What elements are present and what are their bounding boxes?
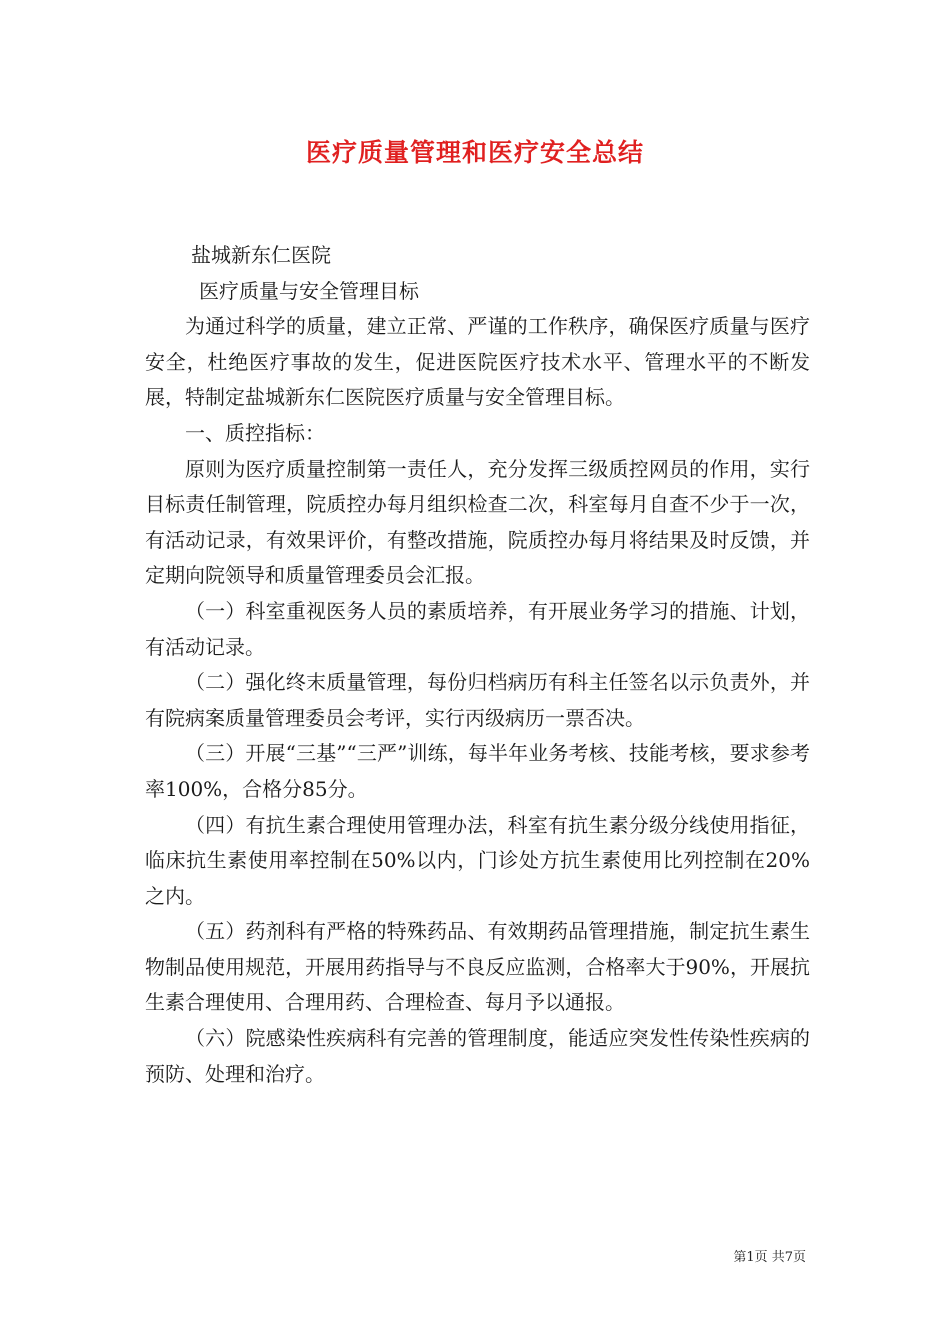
section-heading-qc: 一、质控指标：	[185, 420, 325, 445]
item-6: （六）院感染性疾病科有完善的管理制度，能适应突发性传染性疾病的预防、处理和治疗。	[145, 1026, 810, 1086]
paragraph-principle: 原则为医疗质量控制第一责任人，充分发挥三级质控网员的作用，实行目标责任制管理，院质控办每月组织检查二次，科室每月自查不少于一次，有活动记录，有效果评价，有整改措施，院质控办每月将结果及时反馈，并定期向院领导和质量管理委员会汇报。	[145, 456, 810, 588]
item-4: （四）有抗生素合理使用管理办法，科室有抗生素分级分线使用指征，临床抗生素使用率控制在50%以内，门诊处方抗生素使用比列控制在20%之内。	[145, 812, 810, 908]
document-title: 医疗质量管理和医疗安全总结	[305, 138, 644, 167]
document-body	[145, 238, 810, 1092]
page-number-footer: 第1页 共7页	[733, 1250, 806, 1265]
item-3: （三）开展“三基”“三严”训练，每半年业务考核、技能考核，要求参考率100%，合格分85分。	[145, 741, 810, 801]
item-2: （二）强化终末质量管理，每份归档病历有科主任签名以示负责外，并有院病案质量管理委员会考评，实行丙级病历一票否决。	[145, 670, 810, 730]
item-5: （五）药剂科有严格的特殊药品、有效期药品管理措施，制定抗生素生物制品使用规范，开展用药指导与不良反应监测，合格率大于90%，开展抗生素合理使用、合理用药、合理检查、每月予以通报。	[145, 919, 810, 1015]
section-subtitle: 医疗质量与安全管理目标	[199, 278, 419, 303]
item-1: （一）科室重视医务人员的素质培养，有开展业务学习的措施、计划，有活动记录。	[145, 598, 810, 659]
paragraph-intro: 为通过科学的质量，建立正常、严谨的工作秩序，确保医疗质量与医疗安全，杜绝医疗事故的发生，促进医院医疗技术水平、管理水平的不断发展，特制定盐城新东仁医院医疗质量与安全管理目标。	[145, 314, 810, 410]
hospital-name: 盐城新东仁医院	[191, 243, 331, 267]
